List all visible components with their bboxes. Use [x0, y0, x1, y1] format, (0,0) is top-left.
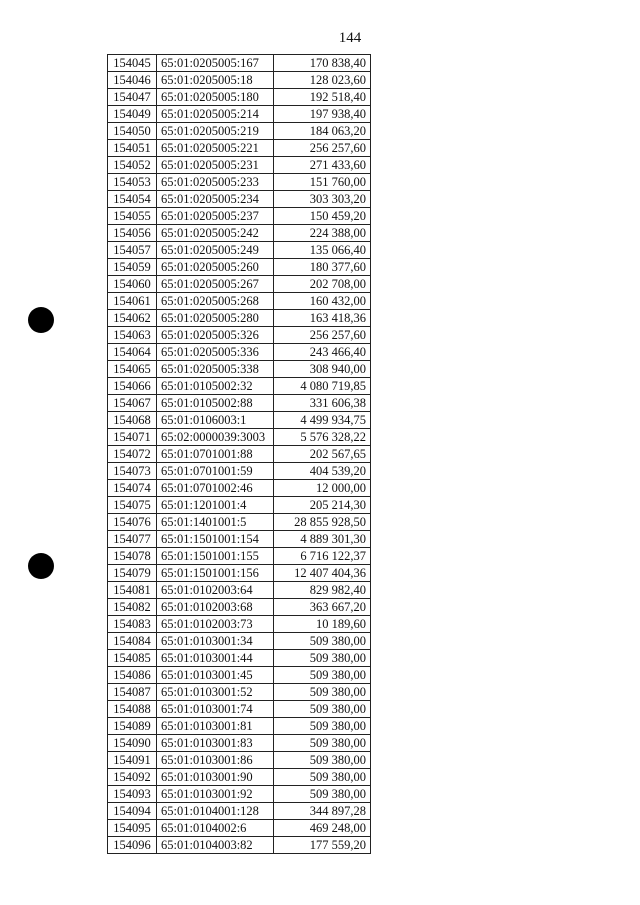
- cadastral-value-cell: 509 380,00: [274, 701, 371, 718]
- cadastral-number-cell: 65:01:0103001:34: [157, 633, 274, 650]
- table-row: [108, 72, 371, 89]
- table-row: [108, 344, 371, 361]
- table-row: [108, 633, 371, 650]
- cadastral-value-cell: 243 466,40: [274, 344, 371, 361]
- cadastral-number-cell: 65:01:0103001:92: [157, 786, 274, 803]
- cadastral-number-cell: 65:01:0205005:260: [157, 259, 274, 276]
- cadastral-value-cell: 197 938,40: [274, 106, 371, 123]
- table-row: [108, 565, 371, 582]
- cadastral-number-cell: 65:01:0205005:242: [157, 225, 274, 242]
- row-number-cell: 154061: [108, 293, 157, 310]
- table-row: [108, 191, 371, 208]
- cadastral-number-cell: 65:01:0701002:46: [157, 480, 274, 497]
- cadastral-value-cell: 469 248,00: [274, 820, 371, 837]
- table-row: [108, 650, 371, 667]
- row-number-cell: 154088: [108, 701, 157, 718]
- table-row: [108, 514, 371, 531]
- cadastral-number-cell: 65:01:1401001:5: [157, 514, 274, 531]
- table-row: [108, 327, 371, 344]
- row-number-cell: 154096: [108, 837, 157, 854]
- cadastral-value-cell: 6 716 122,37: [274, 548, 371, 565]
- row-number-cell: 154092: [108, 769, 157, 786]
- cadastral-value-cell: 135 066,40: [274, 242, 371, 259]
- table-row: [108, 667, 371, 684]
- cadastral-value-cell: 184 063,20: [274, 123, 371, 140]
- table-row: [108, 174, 371, 191]
- punch-hole-mark: [28, 553, 54, 579]
- cadastral-number-cell: 65:01:0205005:338: [157, 361, 274, 378]
- table-row: [108, 786, 371, 803]
- cadastral-value-cell: 509 380,00: [274, 752, 371, 769]
- cadastral-number-cell: 65:01:0106003:1: [157, 412, 274, 429]
- table-row: [108, 497, 371, 514]
- cadastral-value-cell: 829 982,40: [274, 582, 371, 599]
- row-number-cell: 154076: [108, 514, 157, 531]
- table-row: [108, 378, 371, 395]
- table-row: [108, 701, 371, 718]
- row-number-cell: 154074: [108, 480, 157, 497]
- row-number-cell: 154090: [108, 735, 157, 752]
- table-row: [108, 531, 371, 548]
- cadastral-number-cell: 65:01:0701001:88: [157, 446, 274, 463]
- table-row: [108, 735, 371, 752]
- table-row: [108, 395, 371, 412]
- row-number-cell: 154085: [108, 650, 157, 667]
- cadastral-number-cell: 65:01:0205005:237: [157, 208, 274, 225]
- cadastral-number-cell: 65:01:1501001:156: [157, 565, 274, 582]
- cadastral-value-cell: 308 940,00: [274, 361, 371, 378]
- row-number-cell: 154073: [108, 463, 157, 480]
- cadastral-value-cell: 509 380,00: [274, 718, 371, 735]
- punch-hole-mark: [28, 307, 54, 333]
- table-row: [108, 361, 371, 378]
- cadastral-number-cell: 65:01:0205005:180: [157, 89, 274, 106]
- cadastral-value-cell: 509 380,00: [274, 684, 371, 701]
- cadastral-number-cell: 65:01:0104002:6: [157, 820, 274, 837]
- cadastral-number-cell: 65:01:0105002:88: [157, 395, 274, 412]
- row-number-cell: 154052: [108, 157, 157, 174]
- table-row: [108, 769, 371, 786]
- table-row: [108, 242, 371, 259]
- row-number-cell: 154084: [108, 633, 157, 650]
- row-number-cell: 154086: [108, 667, 157, 684]
- row-number-cell: 154057: [108, 242, 157, 259]
- cadastral-number-cell: 65:01:0103001:86: [157, 752, 274, 769]
- table-row: [108, 599, 371, 616]
- cadastral-value-cell: 224 388,00: [274, 225, 371, 242]
- cadastral-value-cell: 160 432,00: [274, 293, 371, 310]
- row-number-cell: 154064: [108, 344, 157, 361]
- table-row: [108, 820, 371, 837]
- cadastral-number-cell: 65:01:0205005:231: [157, 157, 274, 174]
- cadastral-value-cell: 4 889 301,30: [274, 531, 371, 548]
- row-number-cell: 154068: [108, 412, 157, 429]
- cadastral-value-cell: 509 380,00: [274, 735, 371, 752]
- cadastral-number-cell: 65:01:0205005:18: [157, 72, 274, 89]
- table-row: [108, 89, 371, 106]
- cadastral-value-cell: 192 518,40: [274, 89, 371, 106]
- cadastral-value-cell: 509 380,00: [274, 769, 371, 786]
- cadastral-value-cell: 344 897,28: [274, 803, 371, 820]
- cadastral-value-cell: 128 023,60: [274, 72, 371, 89]
- cadastral-value-cell: 205 214,30: [274, 497, 371, 514]
- table-row: [108, 412, 371, 429]
- row-number-cell: 154049: [108, 106, 157, 123]
- row-number-cell: 154059: [108, 259, 157, 276]
- cadastral-value-cell: 509 380,00: [274, 667, 371, 684]
- cadastral-value-cell: 151 760,00: [274, 174, 371, 191]
- cadastral-value-cell: 271 433,60: [274, 157, 371, 174]
- table-row: [108, 208, 371, 225]
- cadastral-number-cell: 65:01:0205005:214: [157, 106, 274, 123]
- row-number-cell: 154053: [108, 174, 157, 191]
- row-number-cell: 154078: [108, 548, 157, 565]
- cadastral-number-cell: 65:01:0205005:267: [157, 276, 274, 293]
- table-row: [108, 429, 371, 446]
- row-number-cell: 154079: [108, 565, 157, 582]
- cadastral-value-cell: 509 380,00: [274, 786, 371, 803]
- cadastral-number-cell: 65:01:0102003:73: [157, 616, 274, 633]
- cadastral-value-table: [107, 54, 371, 854]
- table-row: [108, 752, 371, 769]
- cadastral-number-cell: 65:01:0205005:336: [157, 344, 274, 361]
- cadastral-value-cell: 202 567,65: [274, 446, 371, 463]
- cadastral-number-cell: 65:01:0104003:82: [157, 837, 274, 854]
- row-number-cell: 154072: [108, 446, 157, 463]
- table-row: [108, 803, 371, 820]
- cadastral-value-cell: 331 606,38: [274, 395, 371, 412]
- table-row: [108, 293, 371, 310]
- cadastral-number-cell: 65:01:0103001:44: [157, 650, 274, 667]
- cadastral-value-cell: 4 499 934,75: [274, 412, 371, 429]
- cadastral-number-cell: 65:01:0701001:59: [157, 463, 274, 480]
- table-row: [108, 446, 371, 463]
- cadastral-number-cell: 65:01:0102003:64: [157, 582, 274, 599]
- cadastral-number-cell: 65:01:0102003:68: [157, 599, 274, 616]
- row-number-cell: 154091: [108, 752, 157, 769]
- cadastral-number-cell: 65:01:0205005:249: [157, 242, 274, 259]
- table-row: [108, 480, 371, 497]
- row-number-cell: 154047: [108, 89, 157, 106]
- cadastral-number-cell: 65:01:0103001:83: [157, 735, 274, 752]
- cadastral-value-cell: 509 380,00: [274, 650, 371, 667]
- row-number-cell: 154075: [108, 497, 157, 514]
- row-number-cell: 154082: [108, 599, 157, 616]
- page-number: 144: [338, 30, 362, 46]
- row-number-cell: 154063: [108, 327, 157, 344]
- row-number-cell: 154083: [108, 616, 157, 633]
- row-number-cell: 154046: [108, 72, 157, 89]
- cadastral-number-cell: 65:01:0205005:233: [157, 174, 274, 191]
- table-row: [108, 157, 371, 174]
- table-row: [108, 463, 371, 480]
- table-row: [108, 582, 371, 599]
- cadastral-number-cell: 65:01:0205005:280: [157, 310, 274, 327]
- cadastral-number-cell: 65:01:0104001:128: [157, 803, 274, 820]
- row-number-cell: 154095: [108, 820, 157, 837]
- cadastral-value-cell: 404 539,20: [274, 463, 371, 480]
- cadastral-value-cell: 363 667,20: [274, 599, 371, 616]
- cadastral-number-cell: 65:01:0103001:45: [157, 667, 274, 684]
- cadastral-number-cell: 65:01:0205005:167: [157, 55, 274, 72]
- cadastral-number-cell: 65:01:1501001:155: [157, 548, 274, 565]
- row-number-cell: 154077: [108, 531, 157, 548]
- table-row: [108, 140, 371, 157]
- row-number-cell: 154081: [108, 582, 157, 599]
- row-number-cell: 154071: [108, 429, 157, 446]
- row-number-cell: 154066: [108, 378, 157, 395]
- cadastral-value-cell: 10 189,60: [274, 616, 371, 633]
- row-number-cell: 154089: [108, 718, 157, 735]
- table-row: [108, 684, 371, 701]
- cadastral-value-cell: 163 418,36: [274, 310, 371, 327]
- cadastral-number-cell: 65:01:0205005:221: [157, 140, 274, 157]
- cadastral-value-cell: 5 576 328,22: [274, 429, 371, 446]
- cadastral-number-cell: 65:01:0205005:268: [157, 293, 274, 310]
- cadastral-value-cell: 28 855 928,50: [274, 514, 371, 531]
- cadastral-value-cell: 12 000,00: [274, 480, 371, 497]
- cadastral-number-cell: 65:01:0205005:326: [157, 327, 274, 344]
- table-row: [108, 616, 371, 633]
- cadastral-value-cell: 202 708,00: [274, 276, 371, 293]
- cadastral-number-cell: 65:01:0105002:32: [157, 378, 274, 395]
- cadastral-number-cell: 65:01:1201001:4: [157, 497, 274, 514]
- cadastral-number-cell: 65:01:1501001:154: [157, 531, 274, 548]
- table-row: [108, 225, 371, 242]
- cadastral-value-cell: 170 838,40: [274, 55, 371, 72]
- row-number-cell: 154093: [108, 786, 157, 803]
- row-number-cell: 154067: [108, 395, 157, 412]
- table-row: [108, 55, 371, 72]
- row-number-cell: 154056: [108, 225, 157, 242]
- table-row: [108, 718, 371, 735]
- cadastral-number-cell: 65:01:0103001:74: [157, 701, 274, 718]
- row-number-cell: 154062: [108, 310, 157, 327]
- cadastral-number-cell: 65:01:0103001:81: [157, 718, 274, 735]
- cadastral-value-cell: 150 459,20: [274, 208, 371, 225]
- row-number-cell: 154055: [108, 208, 157, 225]
- table-row: [108, 310, 371, 327]
- row-number-cell: 154094: [108, 803, 157, 820]
- table-row: [108, 276, 371, 293]
- cadastral-value-cell: 180 377,60: [274, 259, 371, 276]
- cadastral-value-cell: 509 380,00: [274, 633, 371, 650]
- table-row: [108, 123, 371, 140]
- row-number-cell: 154087: [108, 684, 157, 701]
- cadastral-number-cell: 65:02:0000039:3003: [157, 429, 274, 446]
- cadastral-number-cell: 65:01:0205005:219: [157, 123, 274, 140]
- table-body: [108, 55, 371, 854]
- row-number-cell: 154045: [108, 55, 157, 72]
- cadastral-value-cell: 256 257,60: [274, 140, 371, 157]
- table-row: [108, 106, 371, 123]
- row-number-cell: 154060: [108, 276, 157, 293]
- cadastral-value-cell: 4 080 719,85: [274, 378, 371, 395]
- row-number-cell: 154065: [108, 361, 157, 378]
- table-row: [108, 548, 371, 565]
- cadastral-value-cell: 256 257,60: [274, 327, 371, 344]
- table-row: [108, 837, 371, 854]
- cadastral-value-cell: 303 303,20: [274, 191, 371, 208]
- table-row: [108, 259, 371, 276]
- row-number-cell: 154051: [108, 140, 157, 157]
- cadastral-number-cell: 65:01:0103001:52: [157, 684, 274, 701]
- row-number-cell: 154050: [108, 123, 157, 140]
- cadastral-number-cell: 65:01:0205005:234: [157, 191, 274, 208]
- cadastral-value-cell: 12 407 404,36: [274, 565, 371, 582]
- row-number-cell: 154054: [108, 191, 157, 208]
- cadastral-value-cell: 177 559,20: [274, 837, 371, 854]
- cadastral-number-cell: 65:01:0103001:90: [157, 769, 274, 786]
